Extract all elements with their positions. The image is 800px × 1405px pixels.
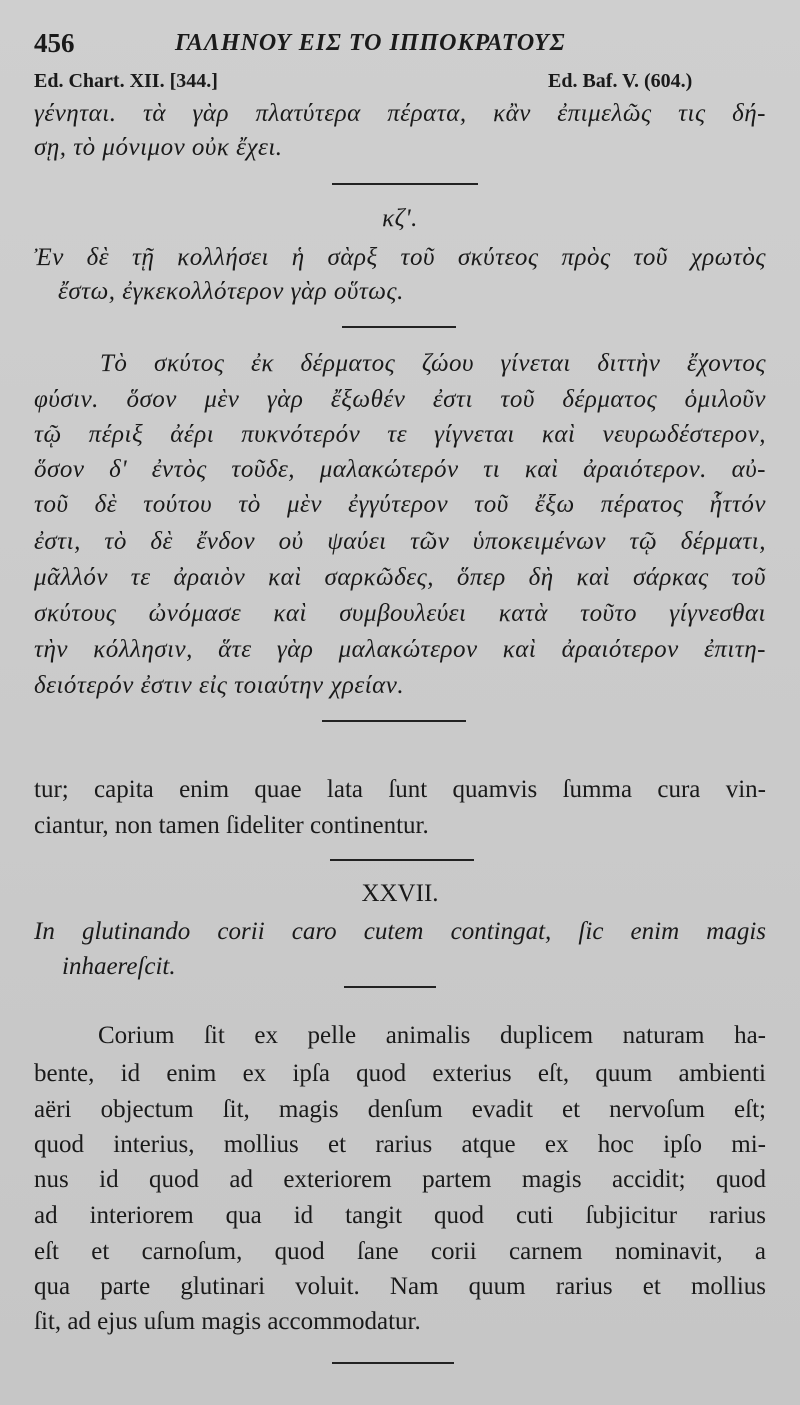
latin-commentary-line-2: bente, id enim ex ipſa quod exterius eſt, quum ambienti xyxy=(34,1060,766,1087)
latin-commentary-line-7: eſt et carnoſum, quod ſane corii carnem nominavit, a xyxy=(34,1238,766,1265)
latin-top-line-1: tur; capita enim quae lata ſunt quamvis ſumma cura vin- xyxy=(34,776,766,803)
separator-rule xyxy=(330,859,474,861)
greek-aphorism-line-2: ἔστω, ἐγκεκολλότερον γὰρ οὕτως. xyxy=(58,278,404,305)
latin-commentary-line-8: qua parte glutinari voluit. Nam quum rarius et mollius xyxy=(34,1273,766,1300)
greek-aphorism-line-1: Ἐν δὲ τῇ κολλήσει ἡ σὰρξ τοῦ σκύτεος πρὸς τοῦ χρωτὸς xyxy=(34,244,766,271)
greek-commentary-line-4: ὅσον δ' ἐντὸς τοῦδε, μαλακώτερόν τι καὶ ἀραιότερον. αὐ- xyxy=(34,456,766,483)
latin-section-number: XXVII. xyxy=(361,880,439,907)
greek-commentary-line-9: τὴν κόλλησιν, ἅτε γὰρ μαλακώτερον καὶ ἀραιότερον ἐπιτη- xyxy=(34,636,766,663)
separator-rule xyxy=(344,986,436,988)
latin-commentary-line-6: ad interiorem qua id tangit quod cuti ſubjicitur rarius xyxy=(34,1202,766,1229)
greek-commentary-line-3: τῷ πέριξ ἀέρι πυκνότερόν τε γίγνεται καὶ νευρωδέστερον, xyxy=(34,421,766,448)
greek-section-number: κζʹ. xyxy=(382,205,418,232)
latin-commentary-line-3: aëri objectum ſit, magis denſum evadit et nervoſum eſt; xyxy=(34,1096,766,1123)
greek-commentary-line-6: ἐστι, τὸ δὲ ἔνδον οὐ ψαύει τῶν ὑποκειμένων τῷ δέρματι, xyxy=(34,528,766,555)
latin-commentary-line-4: quod interius, mollius et rarius atque ex hoc ipſo mi- xyxy=(34,1131,766,1158)
page-number: 456 xyxy=(34,28,75,58)
separator-rule xyxy=(332,183,478,185)
edition-basel: Ed. Baf. V. (604.) xyxy=(548,70,693,92)
running-title: ΓΑΛΗΝΟΥ ΕΙΣ ΤΟ ΙΠΠΟΚΡΑΤΟΥΣ xyxy=(175,30,566,56)
edition-chartier: Ed. Chart. XII. [344.] xyxy=(34,70,218,92)
greek-top-line-1: γένηται. τὰ γὰρ πλατύτερα πέρατα, κἂν ἐπιμελῶς τις δή- xyxy=(34,100,766,127)
greek-commentary-line-2: φύσιν. ὅσον μὲν γὰρ ἔξωθέν ἐστι τοῦ δέρματος ὁμιλοῦν xyxy=(34,386,766,413)
greek-commentary-line-7: μᾶλλόν τε ἀραιὸν καὶ σαρκῶδες, ὅπερ δὴ καὶ σάρκας τοῦ xyxy=(34,564,766,591)
greek-commentary-line-1: Τὸ σκύτος ἐκ δέρματος ζώου γίνεται διττὴν ἔχοντος xyxy=(100,350,766,377)
greek-commentary-line-10: δειότερόν ἐστιν εἰς τοιαύτην χρείαν. xyxy=(34,672,405,699)
latin-aphorism-line-1: In glutinando corii caro cutem contingat, ſic enim magis xyxy=(34,918,766,945)
greek-commentary-line-8: σκύτους ὠνόμασε καὶ συμβουλεύει κατὰ τοῦτο γίγνεσθαι xyxy=(34,600,766,627)
latin-commentary-line-5: nus id quod ad exteriorem partem magis accidit; quod xyxy=(34,1166,766,1193)
latin-commentary-line-9: ſit, ad ejus uſum magis accommodatur. xyxy=(34,1308,421,1335)
latin-top-line-2: ciantur, non tamen ſideliter continentur. xyxy=(34,812,429,839)
latin-aphorism-line-2: inhaereſcit. xyxy=(62,953,176,980)
latin-commentary-line-1: Corium ſit ex pelle animalis duplicem naturam ha- xyxy=(98,1022,766,1049)
separator-rule xyxy=(332,1362,454,1364)
separator-rule xyxy=(322,720,466,722)
greek-commentary-line-5: τοῦ δὲ τούτου τὸ μὲν ἐγγύτερον τοῦ ἔξω πέρατος ἧττόν xyxy=(34,491,766,518)
separator-rule xyxy=(342,326,456,328)
greek-top-line-2: σῃ, τὸ μόνιμον οὐκ ἔχει. xyxy=(34,134,283,161)
